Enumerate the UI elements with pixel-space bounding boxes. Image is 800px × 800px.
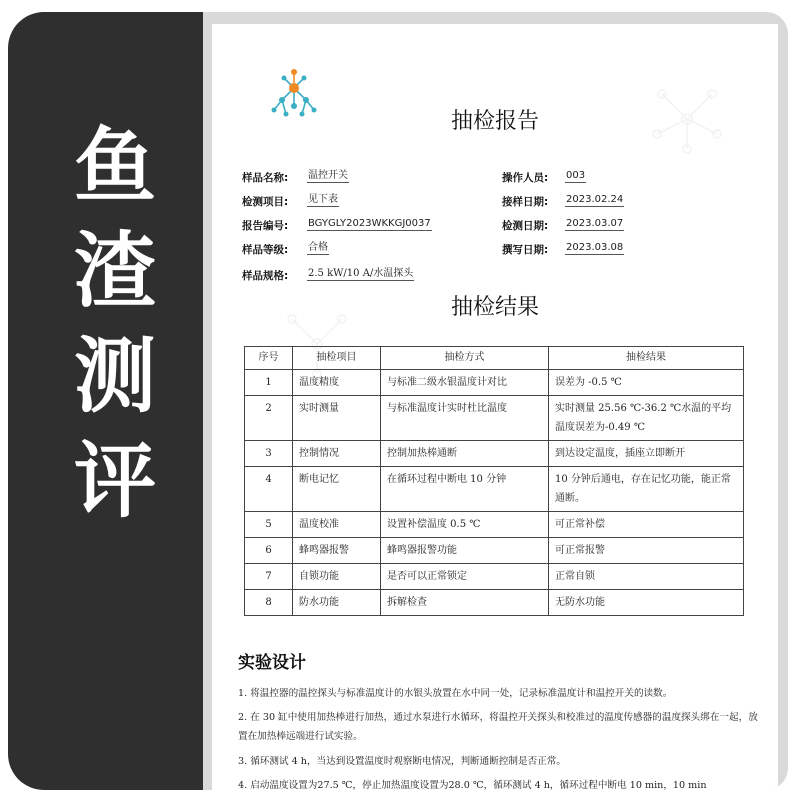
report-number-value: BGYGLY2023WKKGJ0037 bbox=[308, 218, 431, 229]
table-cell: 1 bbox=[245, 370, 293, 396]
table-cell: 7 bbox=[245, 564, 293, 590]
table-cell: 正常自锁 bbox=[549, 564, 744, 590]
table-cell: 在循环过程中断电 10 分钟 bbox=[381, 467, 549, 512]
table-cell: 是否可以正常锁定 bbox=[381, 564, 549, 590]
field-label: 撰写日期: bbox=[502, 244, 549, 256]
table-row bbox=[245, 590, 744, 616]
table-cell: 与标准二级水银温度计对比 bbox=[381, 370, 549, 396]
experiment-paragraph: 3. 循环测试 4 h，当达到设置温度时观察断电情况，判断通断控制是否正常。 bbox=[238, 756, 566, 767]
sample-spec-value: 2.5 kW/10 A/水温探头 bbox=[308, 268, 414, 279]
table-row bbox=[245, 370, 744, 396]
table-cell: 到达设定温度，插座立即断开 bbox=[549, 441, 744, 467]
table-cell: 4 bbox=[245, 467, 293, 512]
table-cell: 控制加热棒通断 bbox=[381, 441, 549, 467]
field-label: 接样日期: bbox=[502, 196, 549, 208]
sidebar-title-char: 评 bbox=[73, 434, 156, 529]
report-title: 抽检报告 bbox=[450, 109, 539, 134]
operator-value: 003 bbox=[566, 170, 586, 181]
sidebar-title-char: 渣 bbox=[73, 224, 156, 319]
field-label: 报告编号: bbox=[242, 220, 289, 232]
table-cell: 蜂鸣器报警功能 bbox=[381, 538, 549, 564]
table-header-cell: 抽检方式 bbox=[381, 347, 549, 370]
table-cell: 8 bbox=[245, 590, 293, 616]
report-page bbox=[212, 24, 778, 790]
table-cell: 误差为 -0.5 ℃ bbox=[549, 370, 744, 396]
sidebar-title-char: 鱼 bbox=[73, 119, 156, 214]
table-cell: 实时测量 bbox=[293, 396, 381, 441]
table-cell: 蜂鸣器报警 bbox=[293, 538, 381, 564]
table-cell: 断电记忆 bbox=[293, 467, 381, 512]
table-cell: 拆解检查 bbox=[381, 590, 549, 616]
table-cell: 无防水功能 bbox=[549, 590, 744, 616]
field-label: 检测项目: bbox=[242, 196, 289, 208]
sample-name-value: 温控开关 bbox=[308, 170, 348, 181]
sidebar-panel bbox=[8, 12, 203, 790]
table-cell: 10 分钟后通电，存在记忆功能，能正常通断。 bbox=[549, 467, 744, 512]
results-table bbox=[244, 346, 744, 616]
table-row bbox=[245, 441, 744, 467]
field-label: 样品等级: bbox=[242, 244, 289, 256]
experiment-paragraph: 1. 将温控器的温控探头与标准温度计的水银头放置在水中同一处，记录标准温度计和温控开关的读数。 bbox=[238, 688, 673, 699]
table-cell: 设置补偿温度 0.5 ℃ bbox=[381, 512, 549, 538]
field-label: 操作人员: bbox=[502, 172, 549, 184]
write-date-value: 2023.03.08 bbox=[566, 242, 624, 253]
table-row bbox=[245, 564, 744, 590]
test-date-value: 2023.03.07 bbox=[566, 218, 624, 229]
table-cell: 可正常报警 bbox=[549, 538, 744, 564]
table-cell: 5 bbox=[245, 512, 293, 538]
experiment-paragraph: 4. 启动温度设置为27.5 ℃，停止加热温度设置为28.0 ℃，循环测试 4 h，循环过程中断电 10 min，10 min bbox=[238, 780, 707, 790]
field-label: 样品名称: bbox=[242, 172, 289, 184]
table-header-cell: 抽检结果 bbox=[549, 347, 744, 370]
table-row bbox=[245, 512, 744, 538]
field-label: 检测日期: bbox=[502, 220, 549, 232]
table-cell: 自锁功能 bbox=[293, 564, 381, 590]
sidebar-title bbox=[60, 114, 170, 534]
table-row bbox=[245, 396, 744, 441]
table-header-row bbox=[245, 347, 744, 370]
test-item-value: 见下表 bbox=[308, 194, 338, 205]
table-cell: 6 bbox=[245, 538, 293, 564]
receive-date-value: 2023.02.24 bbox=[566, 194, 624, 205]
table-cell: 可正常补偿 bbox=[549, 512, 744, 538]
table-cell: 防水功能 bbox=[293, 590, 381, 616]
table-cell: 温度精度 bbox=[293, 370, 381, 396]
table-header-cell: 抽检项目 bbox=[293, 347, 381, 370]
results-title: 抽检结果 bbox=[450, 295, 539, 320]
document-frame bbox=[203, 12, 788, 790]
table-cell: 与标准温度计实时杜比温度 bbox=[381, 396, 549, 441]
experiment-paragraph: 2. 在 30 缸中使用加热棒进行加热，通过水泵进行水循环，将温控开关探头和校准过的温度传感器的温度探头绑在一起，放置在加热棒远端进行试实验。 bbox=[238, 712, 758, 742]
experiment-title: 实验设计 bbox=[238, 653, 306, 673]
field-label: 样品规格: bbox=[242, 270, 289, 282]
table-cell: 实时测量 25.56 ℃-36.2 ℃水温的平均温度误差为-0.49 ℃ bbox=[549, 396, 744, 441]
table-cell: 控制情况 bbox=[293, 441, 381, 467]
table-row bbox=[245, 538, 744, 564]
sample-grade-value: 合格 bbox=[308, 242, 328, 253]
sidebar-title-char: 测 bbox=[73, 329, 156, 424]
table-cell: 3 bbox=[245, 441, 293, 467]
table-cell: 温度校准 bbox=[293, 512, 381, 538]
table-cell: 2 bbox=[245, 396, 293, 441]
table-row bbox=[245, 467, 744, 512]
table-header-cell: 序号 bbox=[245, 347, 293, 370]
